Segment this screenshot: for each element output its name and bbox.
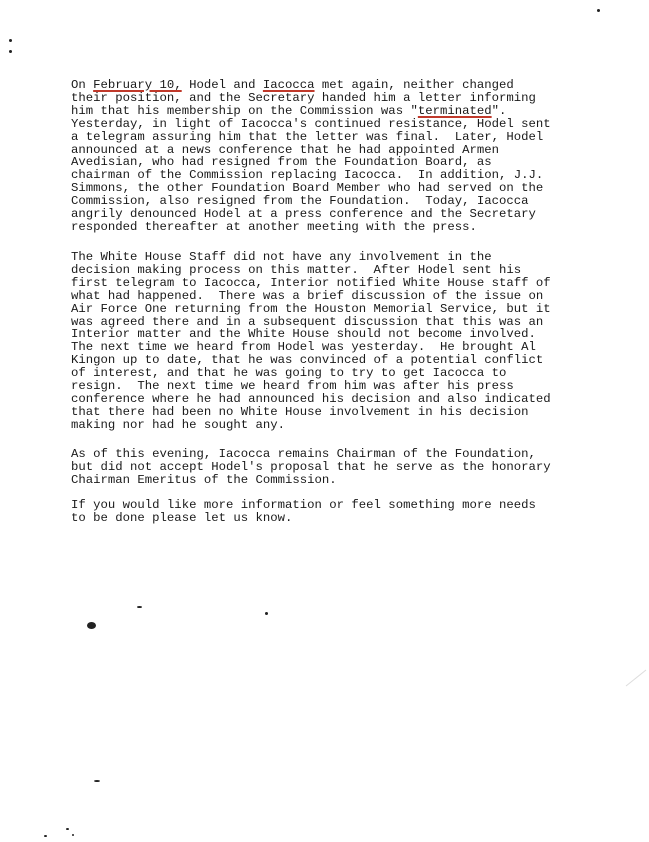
text-run: announced at a news conference that he had appointed Armen bbox=[71, 142, 500, 157]
text-run: met again, neither changed bbox=[314, 78, 514, 92]
text-line bbox=[71, 512, 631, 525]
text-run: Yesterday, in light of Iacocca's continued resistance, Hodel sent bbox=[71, 116, 551, 131]
text-run: Kingon up to date, that he was convinced of a potential conflict bbox=[71, 353, 544, 368]
text-run: responded thereafter at another meeting with the press. bbox=[71, 219, 477, 234]
text-run: The next time we heard from Hodel was yesterday. He brought Al bbox=[71, 340, 536, 355]
text-run: was agreed there and in a subsequent discussion that this was an bbox=[71, 314, 544, 329]
text-run: Commission, also resigned from the Foundation. Today, Iacocca bbox=[71, 194, 529, 209]
scan-blot bbox=[87, 622, 96, 629]
text-run: first telegram to Iacocca, Interior notified White House staff of bbox=[71, 275, 551, 290]
scan-speck bbox=[9, 39, 12, 42]
text-run: If you would like more information or feel something more needs bbox=[71, 498, 536, 512]
text-line bbox=[71, 474, 631, 487]
text-run: Air Force One returning from the Houston Memorial Service, but it bbox=[71, 301, 551, 316]
text-run: him that his membership on the Commission was " bbox=[71, 103, 418, 118]
text-line bbox=[71, 419, 631, 432]
scan-speck bbox=[9, 50, 12, 53]
text-run: but did not accept Hodel's proposal that he serve as the honorary bbox=[71, 459, 551, 474]
paragraph-current-status bbox=[71, 448, 631, 487]
scan-speck bbox=[137, 606, 142, 608]
text-line bbox=[71, 221, 631, 234]
scan-speck bbox=[94, 780, 100, 782]
text-run: Hodel and bbox=[181, 78, 263, 92]
text-run: their position, and the Secretary handed him a letter informing bbox=[71, 90, 536, 105]
page-edge-mark bbox=[624, 666, 648, 690]
scan-speck bbox=[265, 612, 268, 615]
scan-speck bbox=[44, 835, 47, 837]
text-run: a telegram assuring him that the letter was final. Later, Hodel bbox=[71, 129, 544, 144]
text-run: Chairman Emeritus of the Commission. bbox=[71, 472, 337, 487]
scan-speck bbox=[72, 834, 74, 836]
underlined-term: Iacocca bbox=[262, 78, 315, 92]
text-run: that there had been no White House involvement in his decision bbox=[71, 404, 529, 419]
underlined-term: February 10, bbox=[93, 78, 182, 92]
text-run: Simmons, the other Foundation Board Member who had served on the bbox=[71, 181, 544, 196]
text-run: decision making process on this matter. After Hodel sent his bbox=[71, 262, 522, 277]
text-run: As of this evening, Iacocca remains Chairman of the Foundation, bbox=[71, 447, 536, 461]
text-run: Interior matter and the White House should not become involved. bbox=[71, 327, 536, 342]
paragraph-meeting-and-termination bbox=[71, 79, 631, 234]
text-run: angrily denounced Hodel at a press conference and the Secretary bbox=[71, 207, 536, 222]
text-run: conference where he had announced his decision and also indicated bbox=[71, 391, 551, 406]
text-run: making nor had he sought any. bbox=[71, 417, 286, 432]
text-run: The White House Staff did not have any involvement in the bbox=[71, 250, 492, 264]
scan-speck bbox=[66, 828, 69, 830]
text-run: what had happened. There was a brief discussion of the issue on bbox=[71, 288, 544, 303]
text-run: resign. The next time we heard from him was after his press bbox=[71, 379, 514, 394]
scan-speck bbox=[597, 9, 600, 12]
text-run: On bbox=[71, 78, 94, 92]
text-run: to be done please let us know. bbox=[71, 510, 293, 525]
text-run: Avedisian, who had resigned from the Foundation Board, as bbox=[71, 155, 492, 170]
paragraph-closing bbox=[71, 499, 631, 525]
text-run: chairman of the Commission replacing Iacocca. In addition, J.J. bbox=[71, 168, 544, 183]
underlined-term: terminated bbox=[417, 103, 492, 118]
paragraph-white-house-involvement bbox=[71, 251, 631, 432]
text-run: ". bbox=[491, 103, 507, 118]
text-run: of interest, and that he was going to try to get Iacocca to bbox=[71, 366, 507, 381]
